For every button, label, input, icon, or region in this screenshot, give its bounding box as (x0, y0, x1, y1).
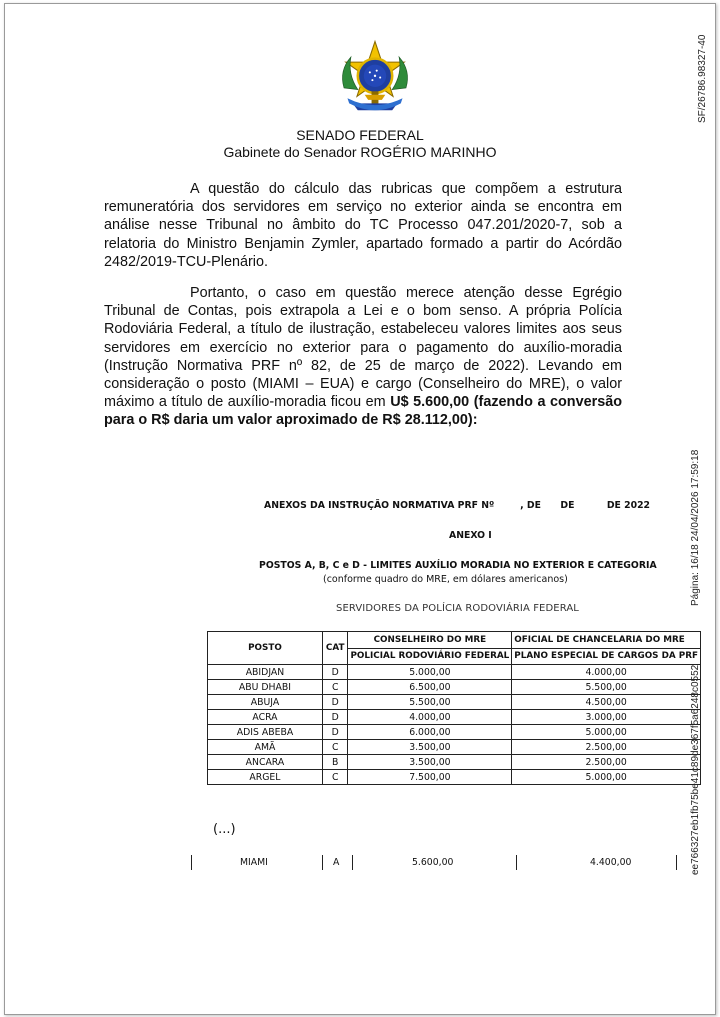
miami-value-2: 4.400,00 (590, 857, 632, 868)
cell-posto: ABIDJAN (208, 665, 323, 680)
miami-posto: MIAMI (240, 857, 268, 868)
cell-posto: ABU DHABI (208, 680, 323, 695)
cell-value-2: 5.000,00 (512, 770, 701, 785)
table-row (208, 665, 701, 680)
table-row (208, 710, 701, 725)
miami-row-divider (191, 855, 192, 870)
header-cat: CAT (322, 632, 348, 665)
table-row (208, 680, 701, 695)
cell-value-2: 2.500,00 (512, 740, 701, 755)
paragraph-2-highlight: U$ 5.600,00 (fazendo a conversão para o R$ daria um valor aproximado de R$ 28.112,00): (104, 394, 622, 429)
header-col1-top: CONSELHEIRO DO MRE (348, 632, 512, 649)
annex-label: ANEXO I (449, 530, 492, 541)
cell-cat: C (322, 770, 348, 785)
cell-cat: D (322, 695, 348, 710)
annex-subtitle: POSTOS A, B, C e D - LIMITES AUXÍLIO MORADIA NO EXTERIOR E CATEGORIA (259, 560, 657, 571)
omission-ellipsis: (...) (213, 822, 236, 837)
cell-value-2: 4.000,00 (512, 665, 701, 680)
header-col1-bottom: POLICIAL RODOVIÁRIO FEDERAL (348, 648, 512, 665)
cell-value-1: 6.000,00 (348, 725, 512, 740)
miami-cat: A (333, 857, 340, 868)
annex-title: ANEXOS DA INSTRUÇÃO NORMATIVA PRF Nº , DE DE DE 2022 (264, 500, 651, 511)
miami-row-divider (516, 855, 517, 870)
annex-section: SERVIDORES DA POLÍCIA RODOVIÁRIA FEDERAL (336, 603, 579, 614)
document-code: SF/26786.98327-40 (697, 34, 708, 123)
cell-value-1: 3.500,00 (348, 755, 512, 770)
cell-value-2: 5.000,00 (512, 725, 701, 740)
cell-value-1: 6.500,00 (348, 680, 512, 695)
brazil-coat-of-arms-emblem (332, 38, 418, 124)
miami-row-divider (352, 855, 353, 870)
table-row (208, 740, 701, 755)
cell-value-1: 7.500,00 (348, 770, 512, 785)
office-name: Gabinete do Senador ROGÉRIO MARINHO (223, 144, 497, 160)
table-row (208, 725, 701, 740)
paragraph-2 (104, 284, 622, 430)
miami-row-divider (322, 855, 323, 870)
paragraph-1-text: A questão do cálculo das rubricas que compõem a estrutura remuneratória dos servidores em serviço no exterior ainda se encontra em análise nesse Tribunal no âmbito do TC Processo 047.201/2020-7, sob a relatoria do Ministro Benjamin Zymler, apartado formado a partir do Acórdão 2482/2019-TCU-Plenário. (104, 181, 622, 270)
document-hash: ee766327eb1fb75be41c89de367f5a6248c0552 (690, 664, 701, 875)
cell-posto: ABUJA (208, 695, 323, 710)
paragraph-1 (104, 180, 622, 271)
cell-posto: ARGEL (208, 770, 323, 785)
cell-cat: B (322, 755, 348, 770)
cell-value-1: 4.000,00 (348, 710, 512, 725)
cell-value-1: 5.500,00 (348, 695, 512, 710)
page-info: Página: 16/18 24/04/2026 17:59:18 (690, 449, 701, 606)
header-col2-bottom: PLANO ESPECIAL DE CARGOS DA PRF (512, 648, 701, 665)
cell-value-1: 5.000,00 (348, 665, 512, 680)
cell-cat: C (322, 680, 348, 695)
cell-posto: ADIS ABEBA (208, 725, 323, 740)
cell-cat: D (322, 665, 348, 680)
miami-row-divider (676, 855, 677, 870)
institution-name: SENADO FEDERAL (296, 127, 424, 143)
cell-value-1: 3.500,00 (348, 740, 512, 755)
table-row (208, 770, 701, 785)
cell-value-2: 5.500,00 (512, 680, 701, 695)
header-posto: POSTO (208, 632, 323, 665)
cell-posto: ACRA (208, 710, 323, 725)
cell-value-2: 4.500,00 (512, 695, 701, 710)
header-col2-top: OFICIAL DE CHANCELARIA DO MRE (512, 632, 701, 649)
table-row (208, 695, 701, 710)
housing-limits-table (207, 631, 701, 785)
cell-cat: D (322, 710, 348, 725)
cell-cat: C (322, 740, 348, 755)
annex-note: (conforme quadro do MRE, em dólares americanos) (323, 574, 568, 585)
miami-value-1: 5.600,00 (412, 857, 454, 868)
cell-posto: AMÃ (208, 740, 323, 755)
cell-cat: D (322, 725, 348, 740)
cell-value-2: 2.500,00 (512, 755, 701, 770)
table-row (208, 755, 701, 770)
paragraph-2-text: Portanto, o caso em questão merece atenção desse Egrégio Tribunal de Contas, pois extrapola a Lei e o bom senso. A própria Polícia Rodoviária Federal, a título de ilustração, estabeleceu valores limites aos seus servidores em exercício no exterior para o pagamento do auxílio-moradia (Instrução Normativa PRF nº 82, de 25 de março de 2022). Levando em consideração o posto (MIAMI – EUA) e cargo (Conselheiro do MRE), o valor máximo a título de auxílio-moradia ficou em (104, 285, 622, 411)
cell-posto: ANCARA (208, 755, 323, 770)
cell-value-2: 3.000,00 (512, 710, 701, 725)
